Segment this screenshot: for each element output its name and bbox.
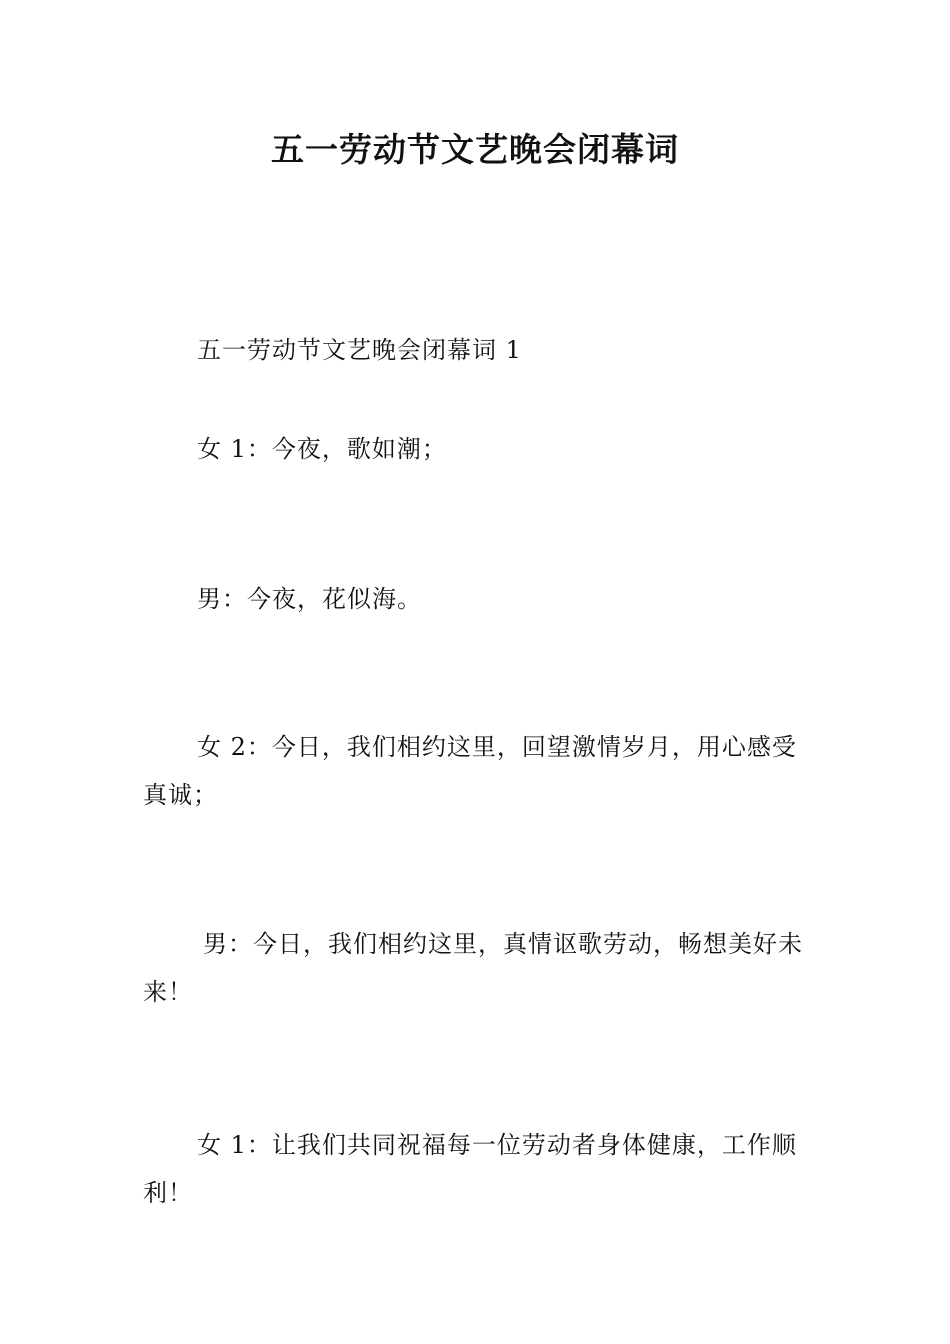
paragraph-male-line1: 男：今夜，花似海。 [197, 585, 422, 613]
paragraph-female1-line1: 女 1：今夜，歌如潮； [197, 435, 447, 463]
document-title: 五一劳动节文艺晚会闭幕词 [271, 130, 679, 169]
paragraph-subtitle: 五一劳动节文艺晚会闭幕词 1 [197, 336, 522, 364]
paragraph-female2-line1: 女 2：今日，我们相约这里，回望激情岁月，用心感受真诚； [143, 733, 797, 809]
paragraph-female1-line2: 女 1：让我们共同祝福每一位劳动者身体健康，工作顺利！ [143, 1131, 797, 1207]
paragraph-male-line2: 男：今日，我们相约这里，真情讴歌劳动，畅想美好未来！ [143, 930, 803, 1006]
